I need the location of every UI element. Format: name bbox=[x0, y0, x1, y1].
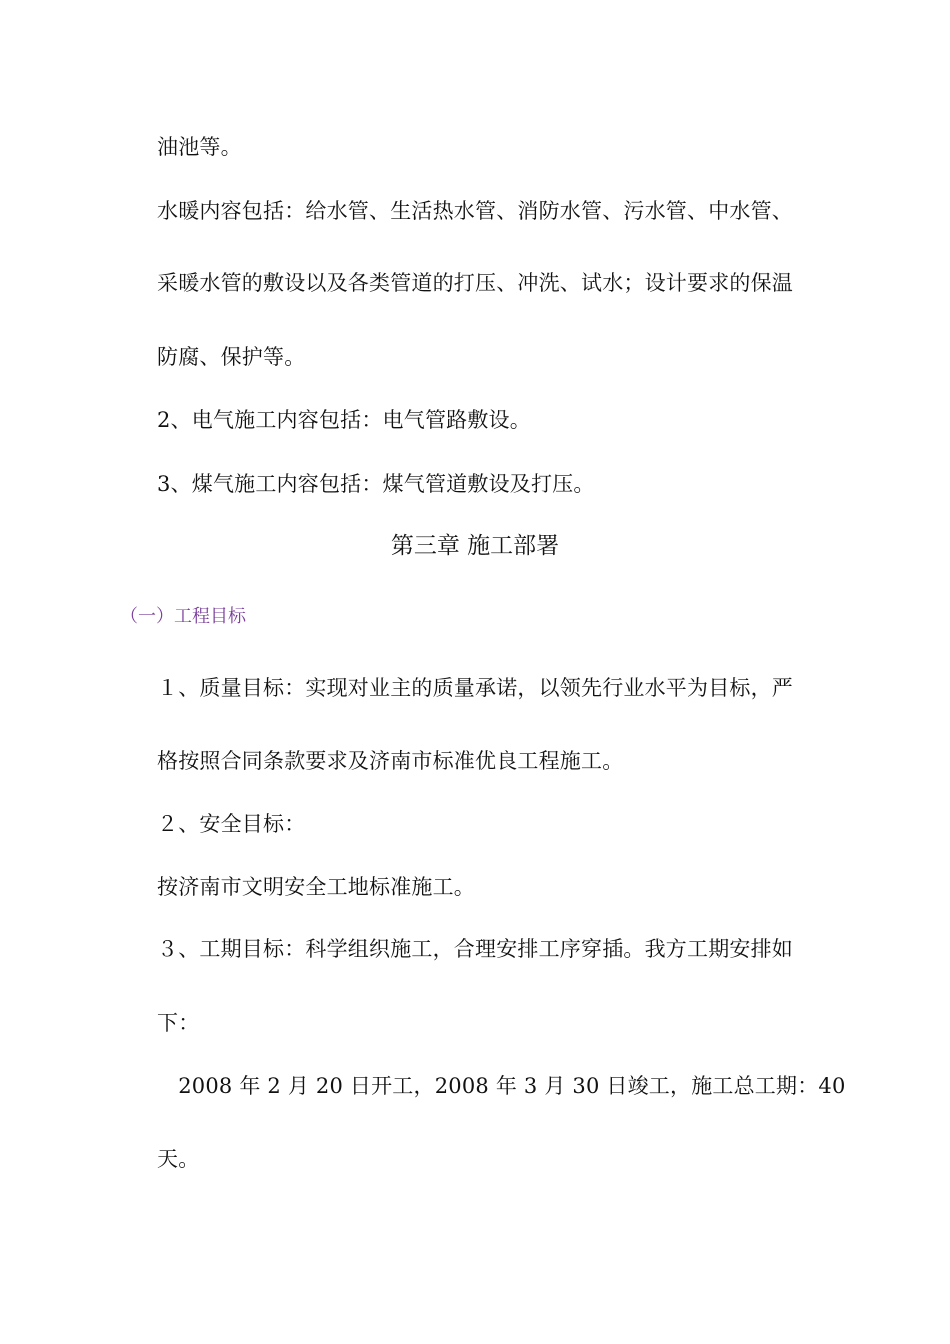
paragraph-line: 水暖内容包括：给水管、生活热水管、消防水管、污水管、中水管、 bbox=[157, 199, 793, 223]
paragraph-line: 按济南市文明安全工地标准施工。 bbox=[157, 875, 475, 899]
chapter-title: 第三章 施工部署 bbox=[390, 533, 560, 559]
paragraph-line: 下： bbox=[157, 1011, 200, 1035]
paragraph-line: ３、工期目标：科学组织施工，合理安排工序穿插。我方工期安排如 bbox=[157, 937, 793, 961]
paragraph-line: 防腐、保护等。 bbox=[157, 345, 306, 369]
paragraph-line: ２、安全目标： bbox=[157, 812, 306, 836]
paragraph-line: １、质量目标：实现对业主的质量承诺，以领先行业水平为目标，严 bbox=[157, 676, 793, 700]
paragraph-line: 3、煤气施工内容包括：煤气管道敷设及打压。 bbox=[157, 472, 595, 496]
paragraph-line: 2、电气施工内容包括：电气管路敷设。 bbox=[157, 408, 531, 432]
section-title: （一）工程目标 bbox=[120, 606, 246, 627]
paragraph-line: 天。 bbox=[157, 1147, 200, 1171]
paragraph-line: 格按照合同条款要求及济南市标准优良工程施工。 bbox=[157, 749, 624, 773]
paragraph-line: 油池等。 bbox=[157, 135, 242, 159]
paragraph-line: 2008 年 2 月 20 日开工，2008 年 3 月 30 日竣工，施工总工期：40 bbox=[157, 1074, 846, 1098]
paragraph-line: 采暖水管的敷设以及各类管道的打压、冲洗、试水；设计要求的保温 bbox=[157, 271, 793, 295]
